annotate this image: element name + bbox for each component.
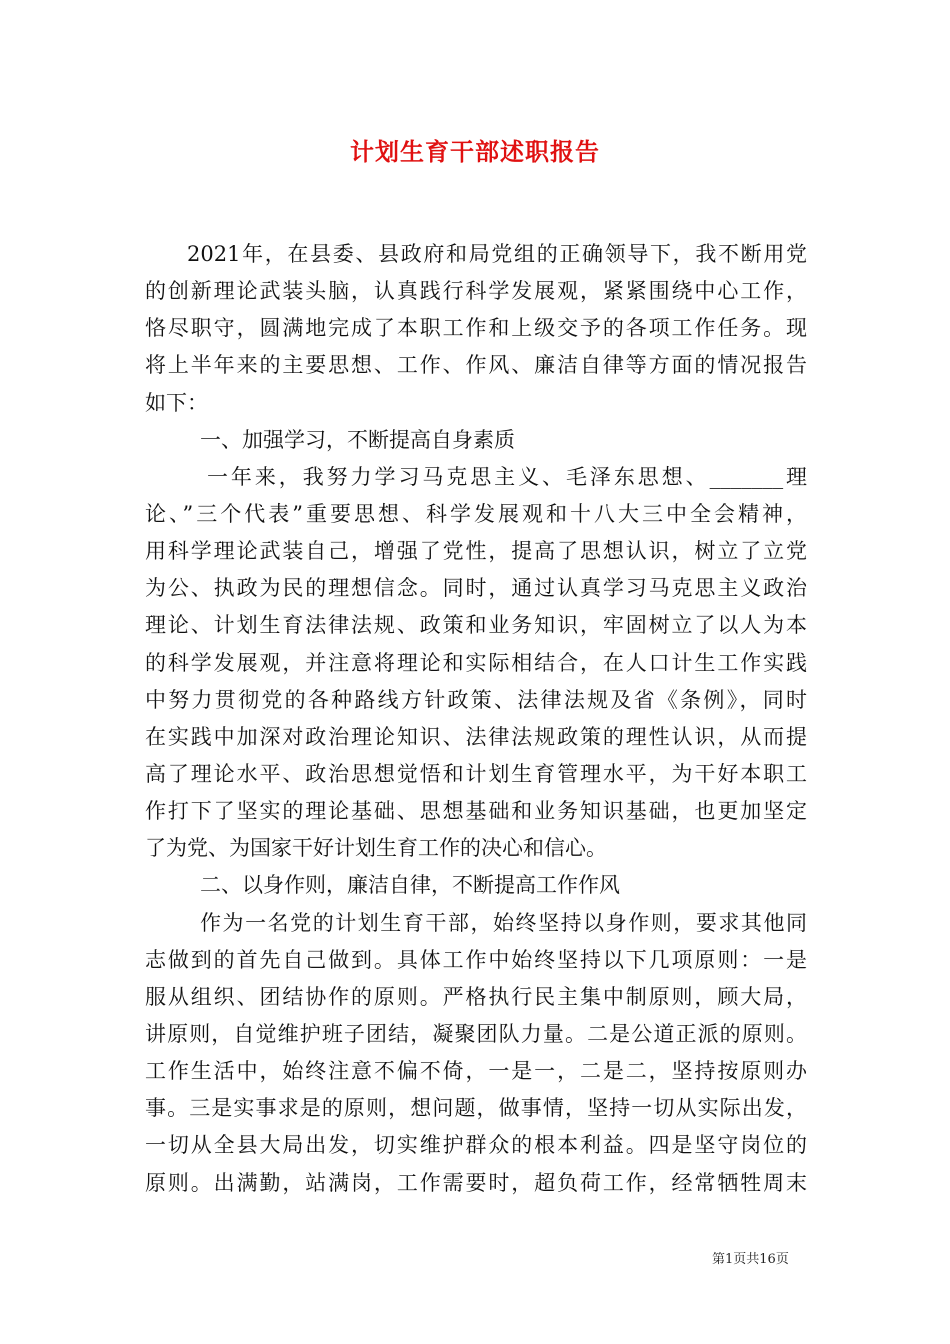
- paragraph-line: 服从组织、团结协作的原则。严格执行民主集中制原则，顾大局，: [145, 984, 807, 1009]
- paragraph-line: 理论、计划生育法律法规、政策和业务知识，牢固树立了以人为本: [145, 613, 807, 638]
- paragraph-line: 高了理论水平、政治思想觉悟和计划生育管理水平，为干好本职工: [145, 761, 807, 786]
- paragraph-line: 了为党、为国家干好计划生育工作的决心和信心。: [145, 836, 607, 861]
- paragraph-line: 事。三是实事求是的原则，想问题，做事情，坚持一切从实际出发，: [145, 1096, 807, 1121]
- paragraph-line: 一年来，我努力学习马克思主义、毛泽东思想、_______理: [207, 464, 807, 489]
- paragraph-line: 2021年，在县委、县政府和局党组的正确领导下，我不断用党: [187, 242, 807, 266]
- document-body: [145, 236, 807, 1202]
- paragraph-line: 作打下了坚实的理论基础、思想基础和业务知识基础，也更加坚定: [145, 799, 807, 824]
- section-heading: 一、加强学习，不断提高自身素质: [200, 427, 515, 452]
- paragraph-line: 如下：: [145, 390, 208, 415]
- document-title: 计划生育干部述职报告: [350, 137, 600, 166]
- paragraph-line: 在实践中加深对政治理论知识、法律法规政策的理性认识，从而提: [145, 724, 807, 749]
- paragraph-line: 中努力贯彻党的各种路线方针政策、法律法规及省《条例》，同时: [145, 687, 807, 712]
- paragraph-line: 为公、执政为民的理想信念。同时，通过认真学习马克思主义政治: [145, 576, 807, 601]
- paragraph-line: 志做到的首先自己做到。具体工作中始终坚持以下几项原则：一是: [145, 947, 807, 972]
- paragraph-line: 原则。出满勤，站满岗，工作需要时，超负荷工作，经常牺牲周末: [145, 1170, 807, 1195]
- paragraph-line: 用科学理论武装自己，增强了党性，提高了思想认识，树立了立党: [145, 539, 807, 564]
- paragraph-line: 论、”三个代表”重要思想、科学发展观和十八大三中全会精神，: [145, 501, 807, 526]
- section-heading: 二、以身作则，廉洁自律，不断提高工作作风: [200, 873, 620, 898]
- paragraph-line: 将上半年来的主要思想、工作、作风、廉洁自律等方面的情况报告: [145, 353, 807, 378]
- paragraph-line: 工作生活中，始终注意不偏不倚，一是一，二是二，坚持按原则办: [145, 1059, 807, 1084]
- paragraph-line: 讲原则，自觉维护班子团结，凝聚团队力量。二是公道正派的原则。: [145, 1021, 807, 1046]
- paragraph-line: 恪尽职守，圆满地完成了本职工作和上级交予的各项工作任务。现: [145, 316, 807, 341]
- paragraph-line: 一切从全县大局出发，切实维护群众的根本利益。四是坚守岗位的: [145, 1133, 807, 1158]
- page-number: 第1页共16页: [712, 1252, 789, 1267]
- paragraph-line: 的科学发展观，并注意将理论和实际相结合，在人口计生工作实践: [145, 650, 807, 675]
- paragraph-line: 作为一名党的计划生育干部，始终坚持以身作则，要求其他同: [200, 910, 807, 935]
- paragraph-line: 的创新理论武装头脑，认真践行科学发展观，紧紧围绕中心工作，: [145, 279, 807, 304]
